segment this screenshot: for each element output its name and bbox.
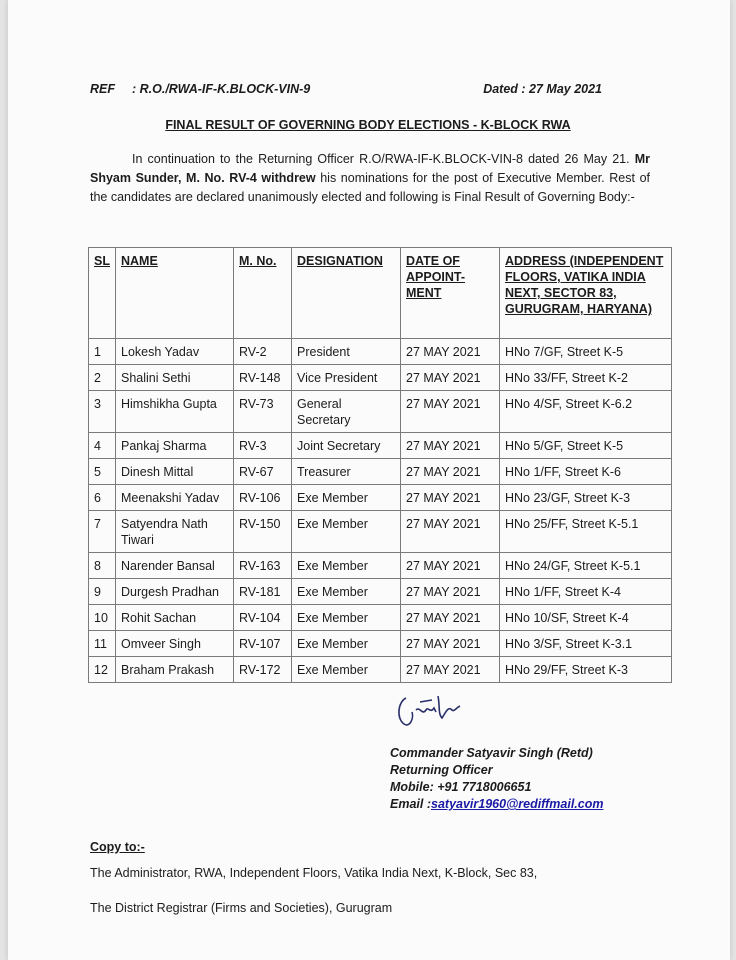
cell-date: 27 MAY 2021 xyxy=(401,433,500,459)
cell-designation: Vice President xyxy=(292,365,401,391)
cell-member-no: RV-181 xyxy=(234,579,292,605)
cell-address: HNo 4/SF, Street K-6.2 xyxy=(500,391,672,433)
cell-address: HNo 5/GF, Street K-5 xyxy=(500,433,672,459)
cell-name: Shalini Sethi xyxy=(116,365,234,391)
cell-designation: Exe Member xyxy=(292,485,401,511)
cell-designation: Exe Member xyxy=(292,553,401,579)
table-row xyxy=(89,433,672,459)
intro-text-2: his nominations for the post of Executive Member. Rest of the candidates are declared unanimously elected and following is Final Result of Governing Body:- xyxy=(90,171,650,204)
cell-designation: Exe Member xyxy=(292,631,401,657)
cell-name: Narender Bansal xyxy=(116,553,234,579)
cell-member-no: RV-67 xyxy=(234,459,292,485)
cell-member-no: RV-106 xyxy=(234,485,292,511)
signatory-name: Commander Satyavir Singh (Retd) xyxy=(390,746,593,760)
cell-date: 27 MAY 2021 xyxy=(401,605,500,631)
table-row xyxy=(89,485,672,511)
cell-member-no: RV-104 xyxy=(234,605,292,631)
signatory-email-line xyxy=(390,796,603,813)
cell-date: 27 MAY 2021 xyxy=(401,579,500,605)
results-table xyxy=(88,247,672,683)
cell-member-no: RV-172 xyxy=(234,657,292,683)
signatory-role: Returning Officer xyxy=(390,763,493,777)
cell-sl: 9 xyxy=(89,579,116,605)
cell-name: Braham Prakash xyxy=(116,657,234,683)
table-header-row xyxy=(89,248,672,339)
cell-designation: President xyxy=(292,339,401,365)
cell-member-no: RV-163 xyxy=(234,553,292,579)
cell-name: Rohit Sachan xyxy=(116,605,234,631)
cell-designation: Exe Member xyxy=(292,657,401,683)
cell-name: Durgesh Pradhan xyxy=(116,579,234,605)
cell-designation: General Secretary xyxy=(292,391,401,433)
document-title: FINAL RESULT OF GOVERNING BODY ELECTIONS - K-BLOCK RWA xyxy=(165,118,571,132)
copy-recipient-1: The Administrator, RWA, Independent Floors, Vatika India Next, K-Block, Sec 83, xyxy=(90,866,538,880)
ref-label: REF xyxy=(90,82,115,96)
cell-address: HNo 29/FF, Street K-3 xyxy=(500,657,672,683)
cell-address: HNo 25/FF, Street K-5.1 xyxy=(500,511,672,553)
copy-to-heading: Copy to:- xyxy=(90,840,145,854)
table-row xyxy=(89,391,672,433)
table-row xyxy=(89,553,672,579)
cell-date: 27 MAY 2021 xyxy=(401,339,500,365)
email-link[interactable]: satyavir1960@rediffmail.com xyxy=(431,797,604,811)
cell-name: Omveer Singh xyxy=(116,631,234,657)
cell-address: HNo 23/GF, Street K-3 xyxy=(500,485,672,511)
cell-member-no: RV-148 xyxy=(234,365,292,391)
header-address: ADDRESS (INDEPENDENT FLOORS, VATIKA INDIA NEXT, SECTOR 83, GURUGRAM, HARYANA) xyxy=(500,248,672,339)
cell-sl: 12 xyxy=(89,657,116,683)
intro-text-1: In continuation to the Returning Officer R.O/RWA-IF-K.BLOCK-VIN-8 dated 26 May 21. xyxy=(132,152,630,166)
cell-date: 27 MAY 2021 xyxy=(401,391,500,433)
cell-address: HNo 7/GF, Street K-5 xyxy=(500,339,672,365)
cell-member-no: RV-2 xyxy=(234,339,292,365)
header-name: NAME xyxy=(116,248,234,339)
cell-name: Meenakshi Yadav xyxy=(116,485,234,511)
cell-date: 27 MAY 2021 xyxy=(401,365,500,391)
table-row xyxy=(89,339,672,365)
cell-name: Lokesh Yadav xyxy=(116,339,234,365)
table-row xyxy=(89,511,672,553)
cell-date: 27 MAY 2021 xyxy=(401,485,500,511)
cell-name: Satyendra Nath Tiwari xyxy=(116,511,234,553)
cell-name: Pankaj Sharma xyxy=(116,433,234,459)
cell-designation: Treasurer xyxy=(292,459,401,485)
cell-date: 27 MAY 2021 xyxy=(401,631,500,657)
table-row xyxy=(89,631,672,657)
cell-sl: 2 xyxy=(89,365,116,391)
cell-sl: 1 xyxy=(89,339,116,365)
cell-member-no: RV-73 xyxy=(234,391,292,433)
table-row xyxy=(89,365,672,391)
table-row xyxy=(89,459,672,485)
cell-date: 27 MAY 2021 xyxy=(401,511,500,553)
ref-number: : R.O./RWA-IF-K.BLOCK-VIN-9 xyxy=(132,82,311,96)
signatory-block xyxy=(390,745,603,813)
intro-paragraph xyxy=(90,150,650,207)
cell-name: Dinesh Mittal xyxy=(116,459,234,485)
cell-name: Himshikha Gupta xyxy=(116,391,234,433)
cell-designation: Exe Member xyxy=(292,579,401,605)
cell-date: 27 MAY 2021 xyxy=(401,657,500,683)
signature-mark xyxy=(392,688,472,738)
cell-sl: 8 xyxy=(89,553,116,579)
cell-designation: Exe Member xyxy=(292,511,401,553)
cell-member-no: RV-150 xyxy=(234,511,292,553)
cell-sl: 11 xyxy=(89,631,116,657)
cell-address: HNo 10/SF, Street K-4 xyxy=(500,605,672,631)
cell-designation: Joint Secretary xyxy=(292,433,401,459)
cell-date: 27 MAY 2021 xyxy=(401,553,500,579)
intro-withdrawal-notice: Mr Shyam Sunder, M. No. RV-4 withdrew xyxy=(90,152,650,185)
header-sl: SL xyxy=(89,248,116,339)
cell-address: HNo 24/GF, Street K-5.1 xyxy=(500,553,672,579)
signatory-mobile: Mobile: +91 7718006651 xyxy=(390,780,532,794)
header-member-no: M. No. xyxy=(234,248,292,339)
cell-address: HNo 3/SF, Street K-3.1 xyxy=(500,631,672,657)
cell-designation: Exe Member xyxy=(292,605,401,631)
cell-sl: 10 xyxy=(89,605,116,631)
cell-sl: 7 xyxy=(89,511,116,553)
cell-address: HNo 1/FF, Street K-4 xyxy=(500,579,672,605)
cell-address: HNo 33/FF, Street K-2 xyxy=(500,365,672,391)
cell-sl: 4 xyxy=(89,433,116,459)
header-date: DATE OF APPOINT-MENT xyxy=(401,248,500,339)
table-row xyxy=(89,579,672,605)
cell-sl: 6 xyxy=(89,485,116,511)
copy-recipient-2: The District Registrar (Firms and Societies), Gurugram xyxy=(90,901,393,915)
document-date: Dated : 27 May 2021 xyxy=(483,82,602,96)
table-row xyxy=(89,605,672,631)
cell-date: 27 MAY 2021 xyxy=(401,459,500,485)
cell-address: HNo 1/FF, Street K-6 xyxy=(500,459,672,485)
table-row xyxy=(89,657,672,683)
cell-member-no: RV-3 xyxy=(234,433,292,459)
email-label: Email : xyxy=(390,797,431,811)
cell-sl: 3 xyxy=(89,391,116,433)
cell-member-no: RV-107 xyxy=(234,631,292,657)
cell-sl: 5 xyxy=(89,459,116,485)
header-designation: DESIGNATION xyxy=(292,248,401,339)
